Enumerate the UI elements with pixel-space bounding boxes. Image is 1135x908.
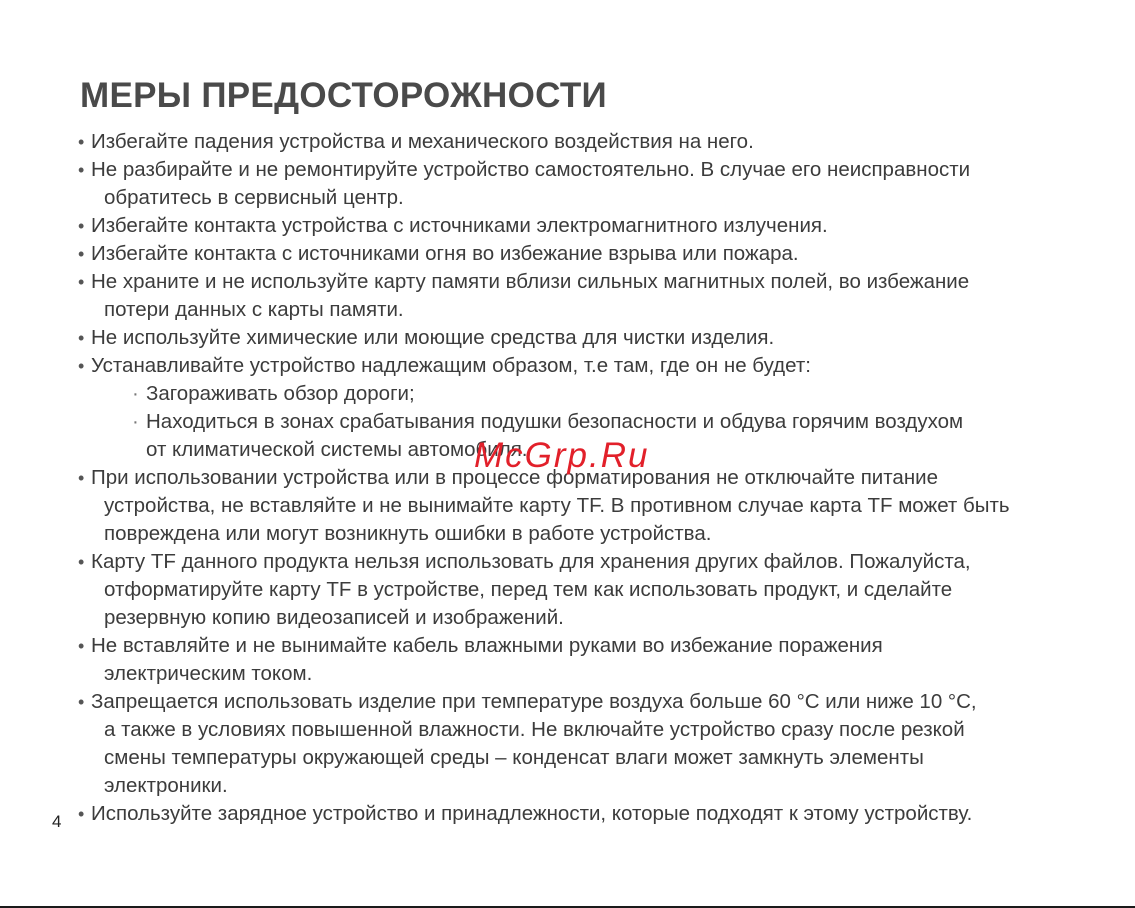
page-title: МЕРЫ ПРЕДОСТОРОЖНОСТИ (80, 76, 607, 115)
list-item-continuation: устройства, не вставляйте и не вынимайте карту TF. В противном случае карта TF может быть (104, 494, 1010, 517)
list-item (78, 158, 970, 182)
item-text: При использовании устройства или в процессе форматирования не отключайте питание (91, 466, 938, 489)
list-item (78, 354, 811, 378)
item-text: Запрещается использовать изделие при температуре воздуха больше 60 °С или ниже 10 °С, (91, 690, 977, 713)
bullet-icon: • (78, 244, 85, 264)
list-item-continuation: потери данных с карты памяти. (104, 298, 404, 321)
item-text: Не разбирайте и не ремонтируйте устройство самостоятельно. В случае его неисправности (91, 158, 971, 181)
bullet-icon: • (78, 132, 85, 152)
item-text: Находиться в зонах срабатывания подушки безопасности и обдува горячим воздухом (146, 410, 964, 433)
list-item (78, 550, 971, 574)
list-item-continuation: электрическим током. (104, 662, 313, 685)
list-item (78, 802, 972, 826)
bullet-icon: • (78, 216, 85, 236)
bullet-icon: • (78, 272, 85, 292)
watermark-logo: McGrp.Ru (474, 436, 650, 475)
list-item-continuation: отформатируйте карту TF в устройстве, перед тем как использовать продукт, и сделайте (104, 578, 953, 601)
list-item-continuation: обратитесь в сервисный центр. (104, 186, 404, 209)
list-item-continuation: электроники. (104, 774, 228, 797)
item-text: Используйте зарядное устройство и принадлежности, которые подходят к этому устройству. (91, 802, 973, 825)
list-item-continuation: резервную копию видеозаписей и изображений. (104, 606, 564, 629)
page-number: 4 (52, 812, 62, 831)
bullet-icon: • (78, 552, 85, 572)
list-item (78, 270, 969, 294)
item-text: Избегайте падения устройства и механического воздействия на него. (91, 130, 754, 153)
bullet-icon: • (78, 804, 85, 824)
list-item-continuation: смены температуры окружающей среды – конденсат влаги может замкнуть элементы (104, 746, 924, 769)
item-text: Не используйте химические или моющие средства для чистки изделия. (91, 326, 775, 349)
item-text: Избегайте контакта с источниками огня во избежание взрыва или пожара. (91, 242, 799, 265)
bullet-icon: • (78, 468, 85, 488)
bullet-icon: • (78, 356, 85, 376)
bullet-icon: • (78, 160, 85, 180)
list-item (78, 690, 977, 714)
sub-list-item-continuation: от климатической системы автомобиля. (146, 438, 528, 461)
list-item (78, 634, 883, 658)
bullet-icon: • (78, 328, 85, 348)
list-item-continuation: повреждена или могут возникнуть ошибки в работе устройства. (104, 522, 712, 545)
sub-list-item (132, 410, 963, 434)
list-item (78, 242, 799, 266)
sub-bullet-icon: · (132, 382, 139, 405)
item-text: Не храните и не используйте карту памяти вблизи сильных магнитных полей, во избежание (91, 270, 970, 293)
bullet-icon: • (78, 692, 85, 712)
item-text: Избегайте контакта устройства с источниками электромагнитного излучения. (91, 214, 828, 237)
list-item-continuation: а также в условиях повышенной влажности. Не включайте устройство сразу после резкой (104, 718, 965, 741)
bullet-icon: • (78, 636, 85, 656)
item-text: Устанавливайте устройство надлежащим образом, т.е там, где он не будет: (91, 354, 811, 377)
item-text: Не вставляйте и не вынимайте кабель влажными руками во избежание поражения (91, 634, 883, 657)
list-item (78, 214, 828, 238)
list-item (78, 130, 754, 154)
sub-list-item (132, 382, 415, 406)
list-item (78, 326, 774, 350)
item-text: Загораживать обзор дороги; (146, 382, 415, 405)
item-text: Карту TF данного продукта нельзя использовать для хранения других файлов. Пожалуйста, (91, 550, 971, 573)
sub-bullet-icon: · (132, 410, 139, 433)
